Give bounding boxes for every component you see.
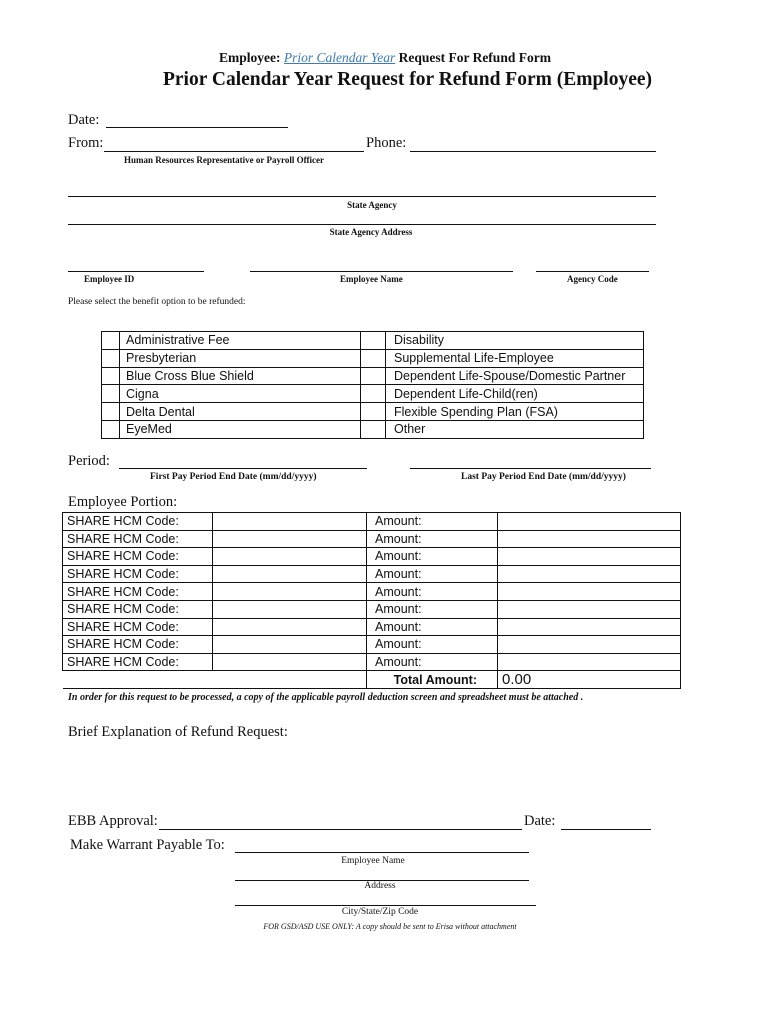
share-hcm-code-label: SHARE HCM Code:: [63, 530, 213, 548]
benefit-option-left: EyeMed: [120, 420, 361, 438]
share-hcm-code-label: SHARE HCM Code:: [63, 565, 213, 583]
benefit-checkbox[interactable]: [102, 422, 119, 436]
amount-label: Amount:: [367, 653, 498, 671]
employee-name-field[interactable]: [250, 257, 513, 272]
phone-field[interactable]: [410, 137, 656, 152]
benefit-checkbox-cell[interactable]: [102, 403, 120, 421]
first-pay-period-caption: First Pay Period End Date (mm/dd/yyyy): [150, 472, 317, 482]
warrant-address-field[interactable]: [235, 866, 529, 881]
benefit-checkbox-cell[interactable]: [361, 403, 386, 421]
state-agency-address-field[interactable]: [68, 210, 656, 225]
benefit-checkbox-cell[interactable]: [102, 349, 120, 367]
share-hcm-code-field[interactable]: [213, 548, 367, 566]
amount-label: Amount:: [367, 548, 498, 566]
amount-label: Amount:: [367, 618, 498, 636]
benefit-checkbox[interactable]: [102, 387, 119, 401]
empty-cell: [63, 671, 213, 689]
date-label: Date:: [68, 112, 100, 128]
share-hcm-code-label: SHARE HCM Code:: [63, 618, 213, 636]
benefit-checkbox[interactable]: [365, 405, 382, 419]
amount-field[interactable]: [498, 636, 681, 654]
benefit-checkbox[interactable]: [102, 351, 119, 365]
benefit-option-right: Dependent Life-Child(ren): [386, 385, 644, 403]
amount-field[interactable]: [498, 618, 681, 636]
from-caption: Human Resources Representative or Payroll Officer: [124, 155, 325, 165]
benefit-checkbox[interactable]: [102, 333, 119, 347]
share-hcm-code-field[interactable]: [213, 583, 367, 601]
total-row: [63, 671, 681, 689]
share-hcm-code-field[interactable]: [213, 565, 367, 583]
amount-field[interactable]: [498, 548, 681, 566]
phone-label: Phone:: [366, 135, 407, 151]
share-hcm-code-field[interactable]: [213, 513, 367, 531]
benefit-checkbox-cell[interactable]: [361, 332, 386, 350]
benefit-option-right: Disability: [386, 332, 644, 350]
amount-field[interactable]: [498, 653, 681, 671]
amount-label: Amount:: [367, 600, 498, 618]
approval-date-label: Date:: [524, 813, 556, 829]
explanation-label: Brief Explanation of Refund Request:: [68, 724, 288, 740]
warrant-city-caption: City/State/Zip Code: [341, 907, 419, 917]
amount-label: Amount:: [367, 530, 498, 548]
warrant-employee-name-field[interactable]: [235, 838, 529, 853]
form-subtitle: [0, 50, 770, 66]
benefit-checkbox-cell[interactable]: [102, 385, 120, 403]
from-field[interactable]: [104, 137, 364, 152]
ebb-approval-label: EBB Approval:: [68, 813, 158, 829]
amount-label: Amount:: [367, 513, 498, 531]
agency-code-caption: Agency Code: [567, 274, 618, 284]
explanation-field[interactable]: [68, 744, 660, 804]
share-hcm-code-label: SHARE HCM Code:: [63, 636, 213, 654]
benefit-checkbox-cell[interactable]: [102, 420, 120, 438]
benefit-option-right: Other: [386, 420, 644, 438]
table-row: [63, 513, 681, 531]
benefit-row: [102, 367, 644, 385]
table-row: [63, 653, 681, 671]
benefit-checkbox[interactable]: [365, 333, 382, 347]
benefit-option-right: Supplemental Life-Employee: [386, 349, 644, 367]
benefit-options-table: [101, 331, 644, 439]
share-hcm-code-field[interactable]: [213, 618, 367, 636]
approval-date-field[interactable]: [561, 815, 651, 830]
table-row: [63, 600, 681, 618]
table-row: [63, 565, 681, 583]
total-amount-label: Total Amount:: [367, 671, 498, 689]
benefit-row: [102, 420, 644, 438]
period-label: Period:: [68, 453, 110, 469]
date-field[interactable]: [106, 113, 288, 128]
subtitle-suffix: Request For Refund Form: [398, 50, 551, 65]
share-hcm-code-label: SHARE HCM Code:: [63, 513, 213, 531]
attachment-note: In order for this request to be processed, a copy of the applicable payroll deduction screen and spreadsheet must be attached .: [68, 692, 584, 703]
agency-code-field[interactable]: [536, 257, 649, 272]
benefit-checkbox-cell[interactable]: [102, 367, 120, 385]
amount-field[interactable]: [498, 583, 681, 601]
last-pay-period-caption: Last Pay Period End Date (mm/dd/yyyy): [461, 472, 626, 482]
state-agency-address-caption: State Agency Address: [329, 227, 413, 237]
benefit-instruction: Please select the benefit option to be refunded:: [68, 297, 246, 307]
warrant-label: Make Warrant Payable To:: [70, 837, 225, 853]
share-hcm-code-field[interactable]: [213, 636, 367, 654]
benefit-option-right: Flexible Spending Plan (FSA): [386, 403, 644, 421]
benefit-row: [102, 349, 644, 367]
benefit-row: [102, 332, 644, 350]
benefit-checkbox[interactable]: [102, 405, 119, 419]
amount-label: Amount:: [367, 565, 498, 583]
share-hcm-code-label: SHARE HCM Code:: [63, 548, 213, 566]
benefit-option-left: Administrative Fee: [120, 332, 361, 350]
amount-label: Amount:: [367, 636, 498, 654]
benefit-checkbox-cell[interactable]: [361, 385, 386, 403]
from-label: From:: [68, 135, 104, 151]
employee-id-field[interactable]: [68, 257, 204, 272]
footer-note: FOR GSD/ASD USE ONLY: A copy should be sent to Erisa without attachment: [263, 922, 517, 931]
amount-field[interactable]: [498, 513, 681, 531]
amount-field[interactable]: [498, 600, 681, 618]
page-title: Prior Calendar Year Request for Refund Form (Employee): [162, 69, 653, 90]
benefit-checkbox-cell[interactable]: [102, 332, 120, 350]
table-row: [63, 636, 681, 654]
total-amount-value: 0.00: [498, 671, 681, 689]
benefit-option-left: Cigna: [120, 385, 361, 403]
state-agency-caption: State Agency: [347, 200, 397, 210]
benefit-checkbox-cell[interactable]: [361, 420, 386, 438]
employee-portion-heading: Employee Portion:: [68, 494, 178, 510]
benefit-checkbox-cell[interactable]: [361, 367, 386, 385]
share-hcm-code-field[interactable]: [213, 653, 367, 671]
last-pay-period-field[interactable]: [410, 454, 651, 469]
benefit-option-left: Delta Dental: [120, 403, 361, 421]
table-row: [63, 583, 681, 601]
benefit-checkbox[interactable]: [365, 422, 382, 436]
benefit-checkbox[interactable]: [365, 387, 382, 401]
benefit-row: [102, 385, 644, 403]
benefit-option-right: Dependent Life-Spouse/Domestic Partner: [386, 367, 644, 385]
employee-id-caption: Employee ID: [84, 274, 135, 284]
subtitle-link[interactable]: Prior Calendar Year: [283, 50, 396, 65]
state-agency-field[interactable]: [68, 182, 656, 197]
share-hcm-code-label: SHARE HCM Code:: [63, 583, 213, 601]
employee-name-caption: Employee Name: [340, 274, 403, 284]
ebb-approval-field[interactable]: [159, 815, 522, 830]
benefit-checkbox-cell[interactable]: [361, 349, 386, 367]
share-hcm-code-field[interactable]: [213, 530, 367, 548]
benefit-option-left: Presbyterian: [120, 349, 361, 367]
warrant-employee-name-caption: Employee Name: [341, 856, 405, 866]
benefit-checkbox[interactable]: [365, 351, 382, 365]
share-hcm-code-field[interactable]: [213, 600, 367, 618]
amount-field[interactable]: [498, 565, 681, 583]
benefit-row: [102, 403, 644, 421]
benefit-checkbox[interactable]: [102, 369, 119, 383]
amount-label: Amount:: [367, 583, 498, 601]
table-row: [63, 618, 681, 636]
share-hcm-code-label: SHARE HCM Code:: [63, 600, 213, 618]
warrant-address-caption: Address: [364, 881, 396, 891]
amount-field[interactable]: [498, 530, 681, 548]
first-pay-period-field[interactable]: [119, 454, 367, 469]
benefit-checkbox[interactable]: [365, 369, 382, 383]
table-row: [63, 548, 681, 566]
warrant-city-field[interactable]: [235, 891, 536, 906]
benefit-option-left: Blue Cross Blue Shield: [120, 367, 361, 385]
empty-cell: [213, 671, 367, 689]
employee-portion-table: [62, 512, 681, 689]
subtitle-prefix: Employee:: [219, 50, 281, 65]
share-hcm-code-label: SHARE HCM Code:: [63, 653, 213, 671]
table-row: [63, 530, 681, 548]
